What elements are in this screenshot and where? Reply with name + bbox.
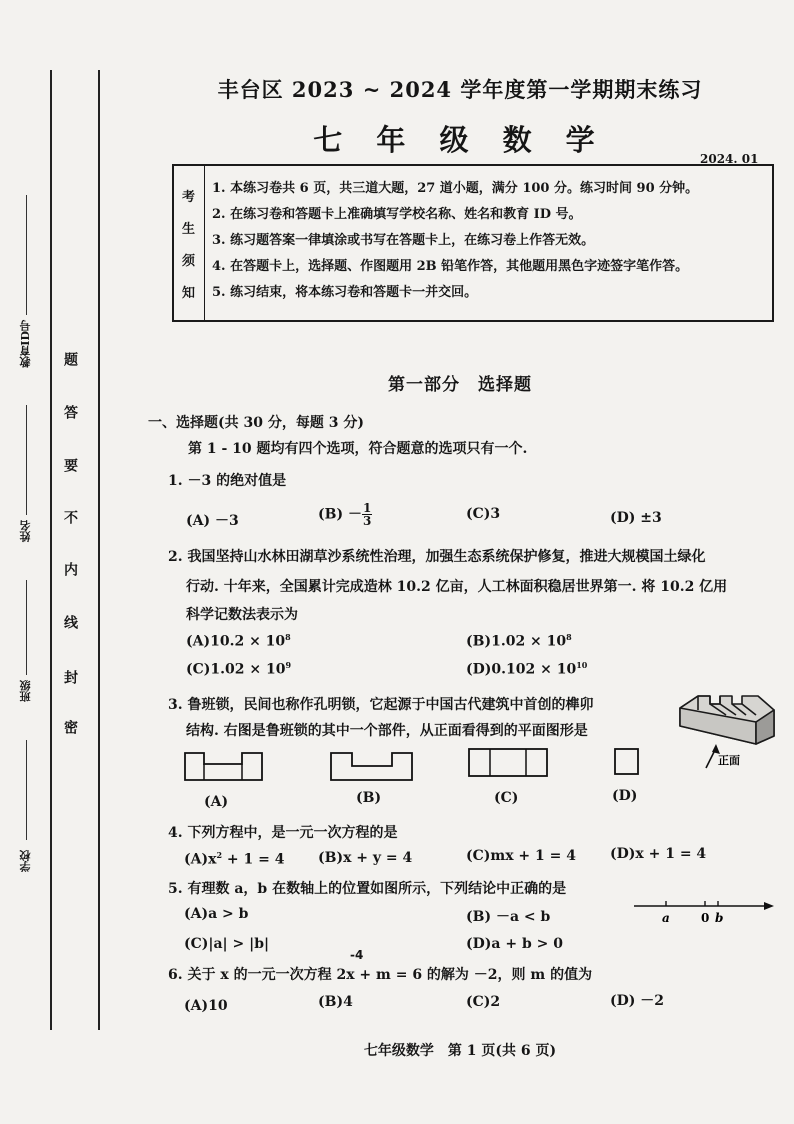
notice-item: 4. 在答题卡上，选择题、作图题用 2B 铅笔作答，其他题用黑色字迹签字笔作答。 [212,259,689,274]
q4-a-pre: (A)x [184,851,217,868]
field-name-line[interactable] [26,405,27,515]
field-class-line[interactable] [26,580,27,675]
seal-char: 线 [62,615,78,629]
q6-stem: 6. 关于 x 的一元一次方程 2x + m = 6 的解为 －2，则 m 的值为 [168,967,593,983]
q3-option-d: (D) [612,788,638,804]
q4-a-exp: 2 [216,850,223,860]
q3-option-a: (A) [204,794,229,810]
q2-c-base: (C)1.02 × 10 [186,661,286,678]
q1-option-b [318,502,372,527]
q3-option-b: (B) [356,790,382,806]
field-school-label: 学校 [19,850,32,872]
number-line [632,894,776,930]
field-school-line[interactable] [26,740,27,840]
q4-option-b: (B)x + y = 4 [318,850,413,866]
q5-option-b: (B) －a < b [466,909,551,925]
notice-head-char: 须 [182,254,196,269]
q4-a-post: + 1 = 4 [222,851,285,868]
subject-title: 七 年 级 数 学 [313,123,607,157]
arrow-right-icon [764,902,774,910]
field-id-label: 教育ID号 [19,320,32,368]
q5-option-c: (C)|a| > |b| [184,936,270,952]
page-footer: 七年级数学 第 1 页(共 6 页) [363,1043,557,1059]
q1-fraction-den: 3 [362,514,372,528]
q4-option-a [184,850,285,868]
q5-option-d: (D)a + b > 0 [466,936,563,952]
seal-char: 不 [62,510,78,524]
luban-lock-figure [676,682,780,790]
notice-head-char: 考 [182,190,196,205]
part-title: 第一部分 选择题 [388,375,532,395]
q2-d-exp: 10 [576,660,588,670]
notice-item: 2. 在练习卷和答题卡上准确填写学校名称、姓名和教育 ID 号。 [212,207,582,222]
notice-head-char: 生 [182,222,196,237]
q4-option-c: (C)mx + 1 = 4 [466,848,576,864]
axis-label-a: a [662,911,670,925]
q1-fraction-num: 1 [362,501,372,515]
q1-stem: 1. －3 的绝对值是 [168,473,287,489]
seal-char: 内 [62,562,78,576]
q3-figure-d [614,748,640,776]
q2-a-exp: 8 [285,632,291,642]
q2-d-base: (D)0.102 × 10 [466,661,577,678]
seal-char: 答 [62,405,78,419]
notice-item: 5. 练习结束，将本练习卷和答题卡一并交回。 [212,285,478,300]
q6-handwritten-mark: -4 [350,948,364,962]
q4-option-d: (D)x + 1 = 4 [610,846,707,862]
q2-option-b [466,632,572,650]
q6-option-a: (A)10 [184,998,228,1014]
axis-label-zero: 0 [701,911,710,925]
q2-line: 科学记数法表示为 [186,607,298,623]
front-label: 正面 [718,754,740,767]
seal-char: 题 [62,352,78,366]
q2-a-base: (A)10.2 × 10 [186,633,286,650]
margin-line-outer [50,70,52,1030]
seal-char: 封 [62,670,78,684]
notice-head [174,166,205,320]
notice-item: 3. 练习题答案一律填涂或书写在答题卡上，在练习卷上作答无效。 [212,233,595,248]
q1-option-b-prefix: (B) － [318,506,362,523]
q1-option-c: (C)3 [466,506,501,522]
q3-figure-c [468,748,548,778]
notice-box [172,164,774,322]
section-heading: 一、选择题(共 30 分，每题 3 分) [148,415,364,431]
q6-option-c: (C)2 [466,994,501,1010]
axis-label-b: b [715,911,724,925]
field-class-label: 班级 [19,680,32,702]
q2-b-exp: 8 [566,632,572,642]
q3-option-c: (C) [494,790,519,806]
q6-option-d: (D) －2 [610,993,665,1009]
q2-line: 行动. 十年来，全国累计完成造林 10.2 亿亩，人工林面积稳居世界第一. 将 10.2 亿用 [186,579,728,595]
seal-char: 密 [62,720,78,734]
field-name-label: 姓名 [19,520,32,542]
q2-b-base: (B)1.02 × 10 [466,633,567,650]
q6-option-b: (B)4 [318,994,353,1010]
notice-list [212,176,698,306]
q1-option-d: (D) ±3 [610,510,662,526]
exam-date: 2024. 01 [700,152,759,166]
q2-option-d [466,660,587,678]
q3-figure-b [330,752,414,782]
q3-line: 结构. 右图是鲁班锁的其中一个部件，从正面看得到的平面图形是 [186,723,588,739]
q3-line: 3. 鲁班锁，民间也称作孔明锁，它起源于中国古代建筑中首创的榫卯 [168,697,594,713]
q1-fraction [362,502,372,527]
margin-line-inner [98,70,100,1030]
exam-title: 丰台区 2023 ~ 2024 学年度第一学期期末练习 [217,77,703,102]
seal-char: 要 [62,458,78,472]
notice-head-char: 知 [182,286,196,301]
q2-c-exp: 9 [285,660,292,670]
q3-figure-a [184,752,264,782]
q5-option-a: (A)a > b [184,906,249,922]
q5-stem: 5. 有理数 a，b 在数轴上的位置如图所示，下列结论中正确的是 [168,881,567,897]
q2-option-c [186,660,291,678]
q2-line: 2. 我国坚持山水林田湖草沙系统性治理，加强生态系统保护修复，推进大规模国土绿化 [168,549,706,565]
q4-stem: 4. 下列方程中，是一元一次方程的是 [168,825,398,841]
section-instruction: 第 1 - 10 题均有四个选项，符合题意的选项只有一个. [188,441,528,457]
q2-option-a [186,632,291,650]
notice-item: 1. 本练习卷共 6 页，共三道大题，27 道小题，满分 100 分。练习时间 90 分钟。 [212,181,699,196]
field-id-line[interactable] [26,195,27,315]
q1-option-a: (A) －3 [186,513,239,529]
